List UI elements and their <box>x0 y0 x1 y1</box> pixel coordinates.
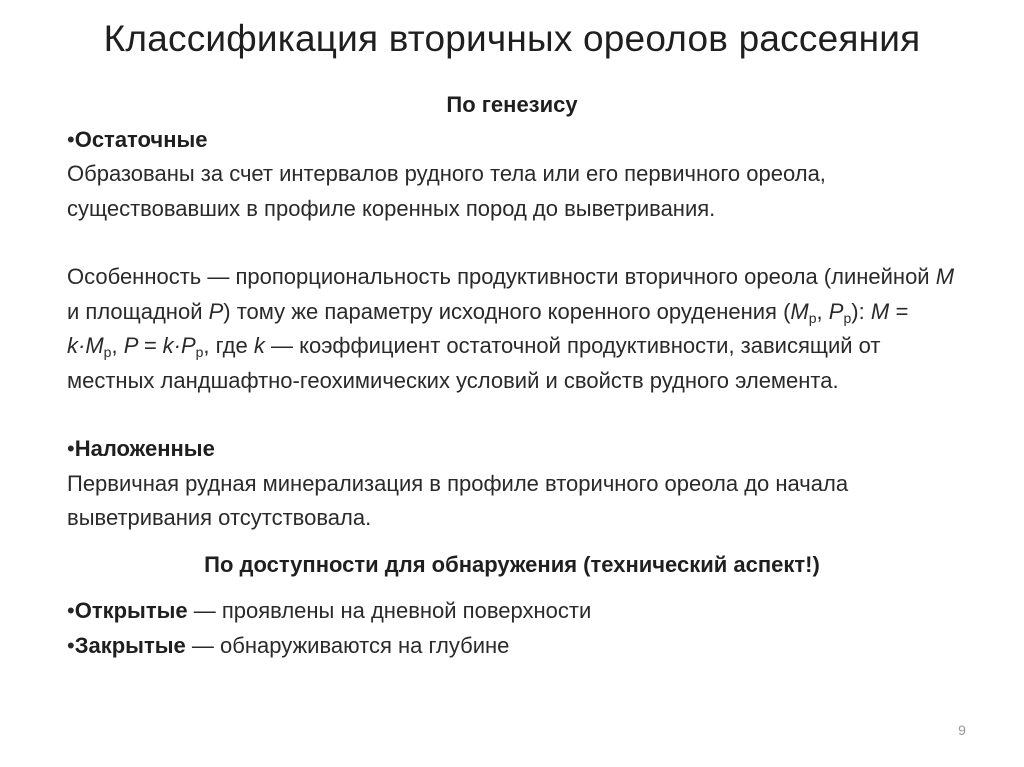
bullet: • <box>67 436 75 461</box>
page-number: 9 <box>958 722 966 738</box>
feature-text: , где <box>203 333 254 358</box>
feature-text: ): <box>851 298 871 324</box>
bullet: • <box>67 126 75 152</box>
spacer <box>67 226 957 260</box>
residual-feature <box>67 260 957 398</box>
closed-title: Закрытые <box>74 632 186 658</box>
subscript-r: р <box>808 309 817 326</box>
slide-title: Классификация вторичных ореолов рассеяния <box>103 18 921 59</box>
superimposed-description: Первичная рудная минерализация в профиле вторичного ореола до начала выветривания отсутствовала. <box>67 470 849 530</box>
residual-title: Остаточные <box>74 126 208 152</box>
var-p: P <box>208 298 224 324</box>
closed-item <box>67 629 957 664</box>
var-m: M <box>935 264 955 289</box>
bullet: • <box>67 632 75 658</box>
feature-text: , <box>816 298 829 324</box>
slide-content <box>67 88 957 663</box>
closed-text: — обнаруживаются на глубине <box>185 632 510 658</box>
open-title: Открытые <box>74 598 188 623</box>
var-k: k <box>253 333 265 358</box>
superimposed-title: Наложенные <box>74 436 215 461</box>
spacer <box>67 536 957 548</box>
equation-m: M = k·M <box>67 298 909 358</box>
spacer <box>67 582 957 594</box>
equation-p: P = k·P <box>123 333 196 358</box>
detectability-heading: По доступности для обнаружения (технический аспект!) <box>204 551 820 577</box>
residual-description: Образованы за счет интервалов рудного тела или его первичного ореола, существовавших в профиле коренных пород до выветривания. <box>67 161 826 221</box>
genesis-heading: По генезису <box>446 92 578 117</box>
open-text: — проявлены на дневной поверхности <box>187 598 592 623</box>
feature-text: — коэффициент остаточной продуктивности, зависящий от местных ландшафтно-геохимических условий и свойств рудного элемента. <box>67 333 881 393</box>
subscript-r: р <box>843 309 852 326</box>
subscript-r: р <box>195 344 204 360</box>
feature-text: Особенность — пропорциональность продуктивности вторичного ореола (линейной <box>67 264 936 289</box>
open-item <box>67 594 957 629</box>
feature-text: и площадной <box>67 298 209 324</box>
residual-item-title <box>67 123 957 158</box>
var-m: M <box>790 298 809 324</box>
var-p: P <box>828 298 844 324</box>
feature-text: , <box>111 333 124 358</box>
bullet: • <box>67 598 75 623</box>
spacer <box>67 398 957 432</box>
subscript-r: р <box>103 344 112 360</box>
superimposed-item-title <box>67 432 957 467</box>
feature-text: ) тому же параметру исходного коренного оруденения ( <box>223 298 791 324</box>
